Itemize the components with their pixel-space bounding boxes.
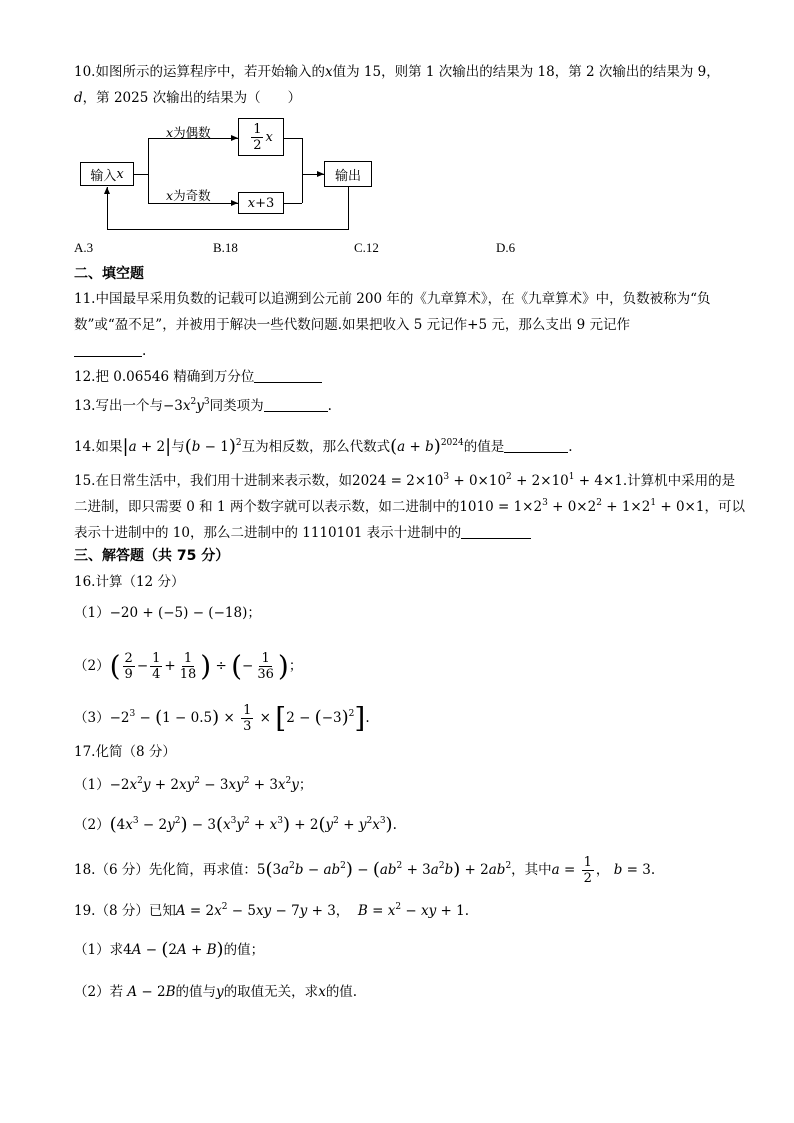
q15-line1: 15.在日常生活中，我们用十进制来表示数，如$2024 = 2\times 10^3 + 0\times 10^2 + 2\times 10^1 + 4\times 1$.计算机中采用的是 xyxy=(74,472,736,489)
q19-p1-expr: 4A − (2A + B) xyxy=(123,939,224,960)
q16-title: 16.计算（12 分） xyxy=(74,574,185,590)
flow-input-label: 输入 xyxy=(90,168,117,184)
q12-line xyxy=(74,368,322,386)
q12-answer-blank[interactable] xyxy=(254,368,322,383)
q15-decimal-eq: $2024 = 2\times 10^3 + 0\times 10^2 + 2\times 10^1 + 4\times 1$ xyxy=(351,472,623,489)
q19-var-x: x xyxy=(318,984,326,1000)
q19-p2-expr: A − 2B xyxy=(127,984,176,1000)
q15-line2: 二进制，即只需要 0 和 1 两个数字就可以表示数，如二进制中的$1010 = 1\times 2^3 + 0\times 2^2 + 1\times 2^1 + 0\times 1$，可以 xyxy=(74,498,745,515)
q19-part2: （2）若 A − 2B的值与y的取值无关，求x的值. xyxy=(74,984,358,1000)
flow-output-label: 输出 xyxy=(334,168,361,184)
q10-option-a[interactable]: A.3 xyxy=(74,240,94,255)
q16-p2-expr: ( $\frac{2}{9}$ − $\frac{1}{4}$ + $\frac{1}{18}$ ) ÷ (− $\frac{1}{36}$ ) xyxy=(109,649,289,683)
q17-part1: $(1)-2x^2y + 2xy^2 - 3xy^2 + 3x^2y$； xyxy=(74,776,313,793)
q10-stem-c: ，第 2025 次输出的结果为（ ） xyxy=(82,90,302,106)
q19-var-y: y xyxy=(216,984,224,1000)
q16-part1: （1）−20 + (−5) − (−18)； xyxy=(74,605,261,621)
arrow-to-output xyxy=(317,171,324,177)
q11-answer-blank[interactable] xyxy=(74,342,142,357)
flow-even-label: x为偶数 xyxy=(166,125,211,140)
q14-square-expr: $(b - 1)^2$ xyxy=(184,436,242,457)
arrow-to-input xyxy=(104,187,110,194)
q10-stem-b: 值为 15，则第 1 次输出的结果为 18，第 2 次输出的结果为 9， xyxy=(332,64,720,80)
flow-odd-label: x为奇数 xyxy=(166,188,211,203)
q19-given: $A = 2x^2 - 5xy - 7y + 3$， $B = x^2$ − xy + 1 xyxy=(175,902,465,919)
flow-arrowheads xyxy=(0,0,794,260)
q13-expr: $-3x^2y^3$ xyxy=(162,397,210,414)
q19-stem: 19.（8 分）已知$A = 2x^2 - 5xy - 7y + 3$， $B = x^2$ − xy + 1. xyxy=(74,902,470,919)
q17-p2-expr: $(4x^3 - 2y^2) - 3(x^3y^2 + x^3) + 2(y^2 + y^2x^3)$ xyxy=(109,814,393,835)
q18-expr: $5(3a^2b - ab^2) - (ab^2 + 3a^2b) + 2ab^2$ xyxy=(256,859,512,880)
q10-var-x: x xyxy=(324,64,333,80)
q18-values: a = $\frac{1}{2}$ ， b = 3 xyxy=(551,855,651,886)
q14-power-expr: $(a + b)^{2024}$ xyxy=(390,436,464,457)
flow-half-num: 1 xyxy=(253,121,262,137)
q17-p1-expr: $-2x^2y + 2xy^2 - 3xy^2 + 3x^2y$ xyxy=(109,776,299,793)
flow-half-den: 2 xyxy=(253,137,262,153)
q10-stem-a: 10.如图所示的运算程序中，若开始输入的 xyxy=(74,64,325,80)
q10-option-c[interactable]: C.12 xyxy=(354,240,379,255)
section-fill-in-heading: 二、填空题 xyxy=(74,266,144,282)
q13-answer-blank[interactable] xyxy=(264,397,328,412)
q13-line: 13.写出一个与$-3x^2y^3$同类项为 . xyxy=(74,397,332,414)
flow-half-var: x xyxy=(265,129,273,145)
q11-line3: . xyxy=(74,342,146,360)
q14-answer-blank[interactable] xyxy=(504,438,568,453)
q10-option-b[interactable]: B.18 xyxy=(213,240,238,255)
arrow-to-plus3 xyxy=(231,200,238,206)
q12-text: 12.把 0.06546 精确到万分位 xyxy=(74,369,255,385)
q16-part2: （2）( $\frac{2}{9}$ − $\frac{1}{4}$ + $\frac{1}{18}$ ) ÷ (− $\frac{1}{36}$ )； xyxy=(74,649,303,683)
q19-part1: （1）求4A − (2A + B)的值； xyxy=(74,939,265,960)
q11-line2: 数”或“盈不足”，并被用于解决一些代数问题.如果把收入 5 元记作+5 元，那么支出 9 元记作 xyxy=(74,317,631,333)
flow-input-var: x xyxy=(116,166,124,182)
section-solve-heading: 三、解答题（共 75 分） xyxy=(74,548,230,564)
q18-line: 18.（6 分）先化简，再求值：$5(3a^2b - ab^2) - (ab^2 + 3a^2b) + 2ab^2$，其中a = $\frac{1}{2}$ ， b = 3. xyxy=(74,855,656,886)
q16-p1-expr: −20 + (−5) − (−18) xyxy=(109,605,248,621)
flow-plus3-text: +3 xyxy=(255,195,275,211)
q17-title: 17.化简（8 分） xyxy=(74,744,176,760)
arrow-to-half xyxy=(231,135,238,141)
q17-part2: $(2)(4x^3 - 2y^2) - 3(x^3y^2 + x^3) + 2(y^2 + y^2x^3)$. xyxy=(74,814,397,835)
q10-var-d: d xyxy=(74,90,83,106)
q15-answer-blank[interactable] xyxy=(461,524,531,539)
q10-option-d[interactable]: D.6 xyxy=(496,240,516,255)
flow-plus3-var: x xyxy=(247,195,256,211)
q14-abs-expr: |a + 2| xyxy=(122,436,172,457)
q14-line: 14.如果|a + 2|与$(b - 1)^2$互为相反数，那么代数式$(a + b)^{2024}$的值是 . xyxy=(74,436,573,457)
q11-line1: 11.中国最早采用负数的记载可以追溯到公元前 200 年的《九章算术》，在《九章算术》中，负数被称为“负 xyxy=(74,291,711,307)
q16-part3: $(3)-2^3 - (1 - 0.5)$ × $\frac{1}{3}$ × $[2 - (-3)^2]$. xyxy=(74,701,370,735)
q15-line3: 表示十进制中的 10，那么二进制中的 1110101 表示十进制中的 xyxy=(74,524,531,542)
q15-binary-eq: $1010 = 1\times 2^3 + 0\times 2^2 + 1\times 2^1 + 0\times 1$ xyxy=(459,498,705,515)
q16-p3-expr: $-2^3 - (1 - 0.5)$ × $\frac{1}{3}$ × $[2 - (-3)^2]$ xyxy=(109,701,366,735)
